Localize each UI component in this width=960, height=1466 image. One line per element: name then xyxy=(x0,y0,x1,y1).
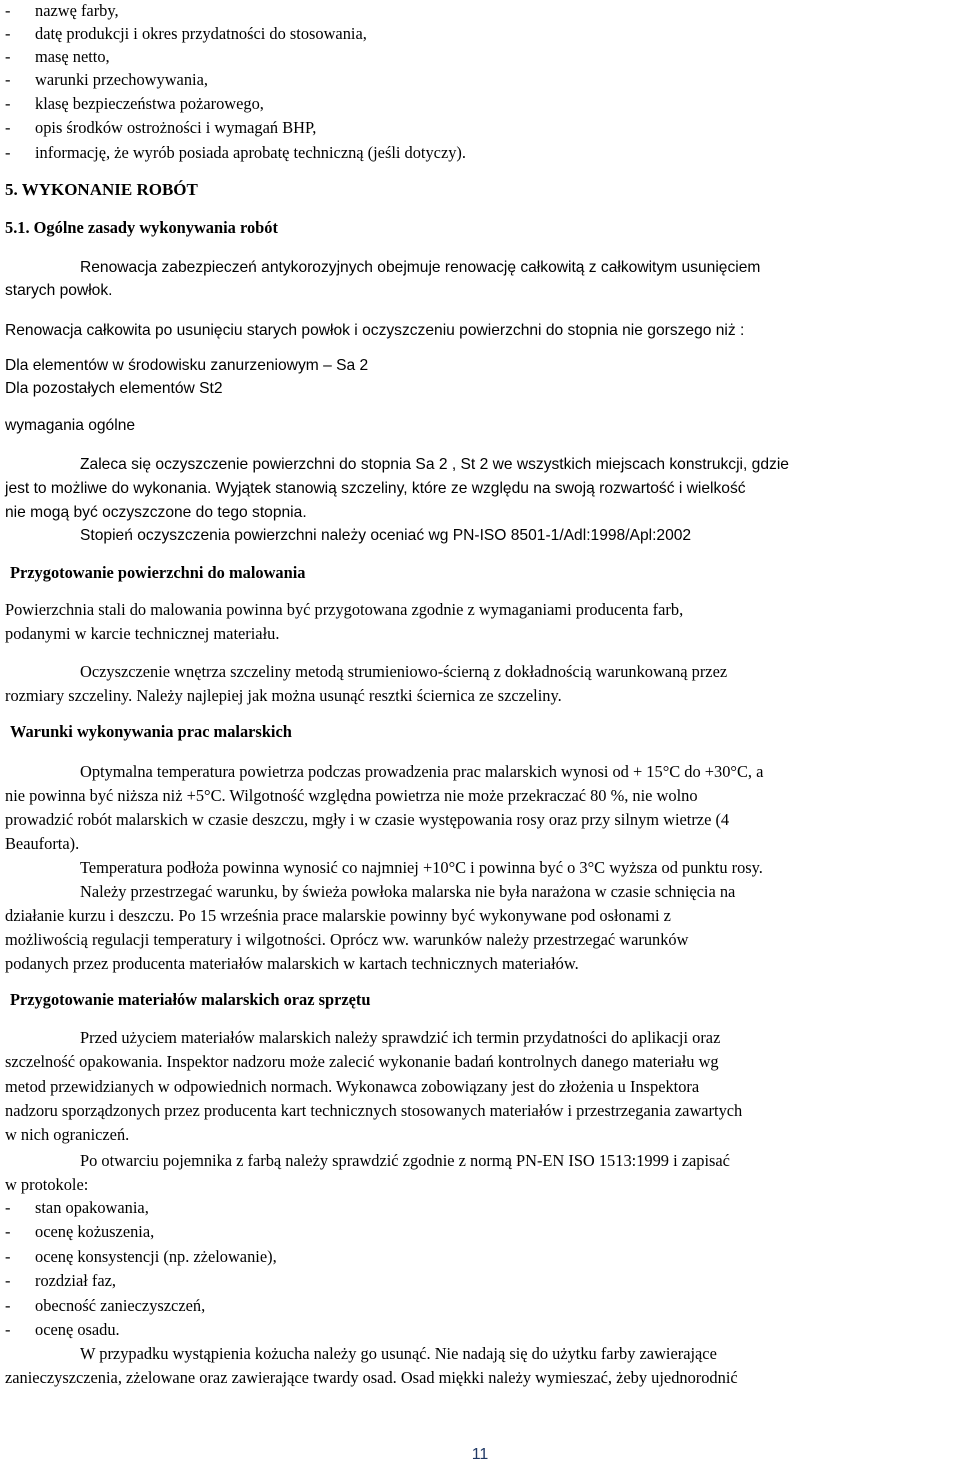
paragraph-line: Temperatura podłoża powinna wynosić co najmniej +10°C i powinna być o 3°C wyższa od punktu rosy. xyxy=(80,858,763,877)
paragraph-line: jest to możliwe do wykonania. Wyjątek stanowią szczeliny, które ze względu na swoją rozwartość i wielkość xyxy=(5,480,746,497)
list-item-text: ocenę kożuszenia, xyxy=(35,1222,155,1241)
bullet-mark: - xyxy=(5,1271,11,1290)
bullet-mark: - xyxy=(5,1198,11,1217)
bullet-mark: - xyxy=(5,1247,11,1266)
list-item xyxy=(5,1247,277,1267)
section-title: 5. WYKONANIE ROBÓT xyxy=(5,180,198,199)
list-item-text: opis środków ostrożności i wymagań BHP, xyxy=(35,118,317,137)
paragraph-line: Powierzchnia stali do malowania powinna być przygotowana zgodnie z wymaganiami producenta farb, xyxy=(5,600,684,619)
list-item xyxy=(5,1296,205,1316)
page-number: 11 xyxy=(471,1446,489,1463)
paragraph-line: Po otwarciu pojemnika z farbą należy sprawdzić zgodnie z normą PN-EN ISO 1513:1999 i zapisać xyxy=(80,1151,730,1170)
bullet-mark: - xyxy=(5,47,11,66)
list-item xyxy=(5,47,110,67)
list-item xyxy=(5,1222,154,1242)
paragraph-line: działanie kurzu i deszczu. Po 15 września prace malarskie powinny być wykonywane pod osłonami z xyxy=(5,906,671,925)
list-item-text: informację, że wyrób posiada aprobatę techniczną (jeśli dotyczy). xyxy=(35,143,466,162)
bullet-mark: - xyxy=(5,1320,11,1339)
paragraph-line: podanymi w karcie technicznej materiału. xyxy=(5,624,280,643)
paragraph-line: Dla pozostałych elementów St2 xyxy=(5,380,223,397)
list-item-text: nazwę farby, xyxy=(35,1,119,20)
list-item-text: masę netto, xyxy=(35,47,110,66)
subsection-title: 5.1. Ogólne zasady wykonywania robót xyxy=(5,218,278,237)
paragraph-line: prowadzić robót malarskich w czasie deszczu, mgły i w czasie występowania rosy oraz przy silnym wietrze (4 xyxy=(5,810,730,829)
paragraph-line: zanieczyszczenia, zżelowane oraz zawierające twardy osad. Osad miękki należy wymieszać, żeby ujednorodnić xyxy=(5,1368,738,1387)
paragraph-line: Beauforta). xyxy=(5,834,80,853)
paragraph-line: nie mogą być oczyszczone do tego stopnia. xyxy=(5,504,307,521)
bullet-mark: - xyxy=(5,1222,11,1241)
paragraph-line: starych powłok. xyxy=(5,282,113,299)
paragraph-line: w protokole: xyxy=(5,1175,89,1194)
paragraph-line: podanych przez producenta materiałów malarskich w kartach technicznych materiałów. xyxy=(5,954,579,973)
list-item xyxy=(5,1198,149,1218)
paragraph-line: metod przewidzianych w odpowiednich normach. Wykonawca zobowiązany jest do złożenia u Inspektora xyxy=(5,1077,700,1096)
bullet-mark: - xyxy=(5,1296,11,1315)
list-item-text: ocenę konsystencji (np. zżelowanie), xyxy=(35,1247,277,1266)
paragraph-line: rozmiary szczeliny. Należy najlepiej jak można usunąć resztki ściernica ze szczeliny. xyxy=(5,686,562,705)
heading: Przygotowanie materiałów malarskich oraz sprzętu xyxy=(10,990,371,1009)
paragraph-line: nadzoru sporządzonych przez producenta kart technicznych stosowanych materiałów i przestrzegania zawartych xyxy=(5,1101,743,1120)
list-item-text: ocenę osadu. xyxy=(35,1320,120,1339)
paragraph-line: Należy przestrzegać warunku, by świeża powłoka malarska nie była narażona w czasie schnięcia na xyxy=(80,882,736,901)
bullet-mark: - xyxy=(5,1,11,20)
list-item-text: warunki przechowywania, xyxy=(35,70,208,89)
bullet-mark: - xyxy=(5,143,11,162)
paragraph-line: wymagania ogólne xyxy=(5,417,136,434)
list-item xyxy=(5,24,367,44)
heading: Przygotowanie powierzchni do malowania xyxy=(10,563,306,582)
list-item-text: obecność zanieczyszczeń, xyxy=(35,1296,206,1315)
paragraph-line: szczelność opakowania. Inspektor nadzoru może zalecić wykonanie badań kontrolnych danego materiału wg xyxy=(5,1052,719,1071)
paragraph-line: nie powinna być niższa niż +5°C. Wilgotność względna powietrza nie może przekraczać 80 %, nie wolno xyxy=(5,786,698,805)
paragraph-line: Stopień oczyszczenia powierzchni należy oceniać wg PN-ISO 8501-1/Adl:1998/Apl:2002 xyxy=(80,527,692,544)
paragraph-line: W przypadku wystąpienia kożucha należy go usunąć. Nie nadają się do użytku farby zawierające xyxy=(80,1344,717,1363)
list-item-text: rozdział faz, xyxy=(35,1271,116,1290)
paragraph-line: Dla elementów w środowisku zanurzeniowym – Sa 2 xyxy=(5,357,369,374)
paragraph-line: możliwością regulacji temperatury i wilgotności. Oprócz ww. warunków należy przestrzegać warunków xyxy=(5,930,689,949)
list-item xyxy=(5,1271,116,1291)
list-item xyxy=(5,143,466,163)
list-item xyxy=(5,1320,120,1340)
bullet-mark: - xyxy=(5,94,11,113)
bullet-mark: - xyxy=(5,118,11,137)
list-item-text: klasę bezpieczeństwa pożarowego, xyxy=(35,94,264,113)
list-item-text: stan opakowania, xyxy=(35,1198,149,1217)
list-item xyxy=(5,1,119,21)
bullet-mark: - xyxy=(5,24,11,43)
list-item-text: datę produkcji i okres przydatności do stosowania, xyxy=(35,24,367,43)
heading: Warunki wykonywania prac malarskich xyxy=(10,722,292,741)
paragraph-line: Zaleca się oczyszczenie powierzchni do stopnia Sa 2 , St 2 we wszystkich miejscach konstrukcji, gdzie xyxy=(80,456,789,473)
list-item xyxy=(5,118,316,138)
paragraph-line: Optymalna temperatura powietrza podczas prowadzenia prac malarskich wynosi od + 15°C do +30°C, a xyxy=(80,762,764,781)
bullet-mark: - xyxy=(5,70,11,89)
paragraph-line: Renowacja całkowita po usunięciu starych powłok i oczyszczeniu powierzchni do stopnia nie gorszego niż : xyxy=(5,322,745,339)
paragraph-line: Przed użyciem materiałów malarskich należy sprawdzić ich termin przydatności do aplikacji oraz xyxy=(80,1028,721,1047)
paragraph-line: Oczyszczenie wnętrza szczeliny metodą strumieniowo-ścierną z dokładnością warunkowaną przez xyxy=(80,662,728,681)
list-item xyxy=(5,94,264,114)
paragraph-line: Renowacja zabezpieczeń antykorozyjnych obejmuje renowację całkowitą z całkowitym usunięciem xyxy=(80,259,761,276)
list-item xyxy=(5,70,208,90)
paragraph-line: w nich ograniczeń. xyxy=(5,1125,130,1144)
